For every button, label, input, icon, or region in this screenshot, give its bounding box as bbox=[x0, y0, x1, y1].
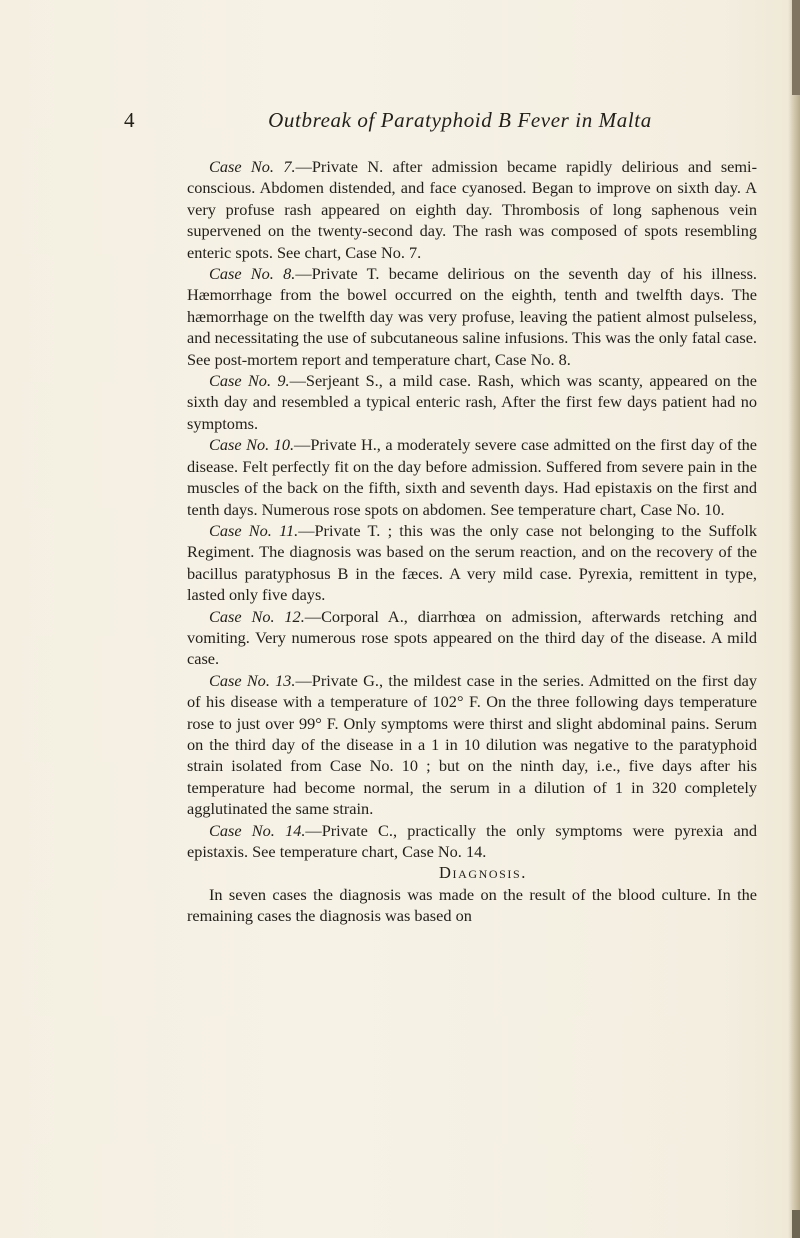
running-title: Outbreak of Paratyphoid B Fever in Malta bbox=[268, 108, 652, 132]
case-text: —Private G., the mildest case in the series. Admitted on the first day of his disease with a temperature of 102° F. On the three following days temperature rose to just over 99° F. Only symptoms were thirst and slight abdominal pains. Serum on the third day of the disease in a 1 in 10 dilution was negative to the paratyphoid strain isolated from Case No. 10 ; but on the ninth day, i.e., five days after his temperature had become normal, the serum in a dilution of 1 in 320 completely agglutinated the same strain. bbox=[187, 670, 757, 819]
case-label: Case No. 8. bbox=[209, 264, 296, 284]
case-label: Case No. 13. bbox=[209, 670, 296, 690]
case-text: —Private T. ; this was the only case not belonging to the Suffolk Regiment. The diagnosis was based on the serum reaction, and on the recovery of the bacillus paratyphosus B in the fæces. A very mild case. Pyrexia, remittent in type, lasted only five days. bbox=[187, 520, 757, 605]
page-edge-mark-bottom bbox=[792, 1210, 800, 1238]
case-label: Case No. 7. bbox=[209, 157, 296, 176]
page-header bbox=[0, 100, 800, 136]
case-label: Case No. 14. bbox=[209, 820, 306, 840]
case-14-paragraph bbox=[187, 820, 757, 863]
case-9-paragraph bbox=[187, 370, 757, 434]
case-text: —Corporal A., diarrhœa on admission, afterwards retching and vomiting. Very numerous rose spots appeared on the third day of the disease. A mild case. bbox=[187, 606, 757, 669]
case-7-paragraph bbox=[187, 156, 757, 263]
case-10-paragraph bbox=[187, 434, 757, 520]
section-heading-diagnosis: Diagnosis. bbox=[438, 863, 528, 883]
case-label: Case No. 11. bbox=[209, 520, 299, 540]
case-11-paragraph bbox=[187, 520, 757, 606]
page-edge-shadow bbox=[788, 0, 800, 1238]
case-text: —Private H., a moderately severe case admitted on the first day of the disease. Felt perfectly fit on the day before admission. Suffered from severe pain in the muscles of the back on the fifth, sixth and seventh days. Had epistaxis on the first and tenth days. Numerous rose spots on abdomen. See temperature chart, Case No. 10. bbox=[187, 435, 757, 519]
case-text: —Private T. became delirious on the seventh day of his illness. Hæmorrhage from the bowel occurred on the eighth, tenth and twelfth days. The hæmorrhage on the twelfth day was very profuse, leaving the patient almost pulseless, and necessitating the use of subcutaneous saline infusions. This was the only fatal case. See post-mortem report and temperature chart, Case No. 8. bbox=[187, 264, 757, 369]
case-label: Case No. 10. bbox=[209, 435, 295, 455]
case-text: —Serjeant S., a mild case. Rash, which was scanty, appeared on the sixth day and resembled a typical enteric rash, After the first few days patient had no symptoms. bbox=[187, 371, 757, 433]
case-label: Case No. 12. bbox=[209, 606, 305, 626]
page-number: 4 bbox=[124, 108, 135, 132]
case-13-paragraph bbox=[187, 670, 757, 820]
case-text: —Private C., practically the only symptoms were pyrexia and epistaxis. See temperature chart, Case No. 14. bbox=[187, 820, 757, 861]
case-text: —Private N. after admission became rapidly delirious and semi-conscious. Abdomen distended, and face cyanosed. Began to improve on sixth day. A very profuse rash appeared on eighth day. Thrombosis of long saphenous vein supervened on the twenty-second day. The rash was composed of spots resembling enteric spots. See chart, Case No. 7. bbox=[187, 157, 757, 262]
diagnosis-paragraph: In seven cases the diagnosis was made on the result of the blood culture. In the remaining cases the diagnosis was based on bbox=[187, 884, 757, 926]
case-12-paragraph bbox=[187, 606, 757, 670]
case-8-paragraph bbox=[187, 263, 757, 370]
case-label: Case No. 9. bbox=[209, 371, 290, 391]
page-edge-mark-top bbox=[792, 0, 800, 95]
body-text bbox=[187, 156, 757, 927]
